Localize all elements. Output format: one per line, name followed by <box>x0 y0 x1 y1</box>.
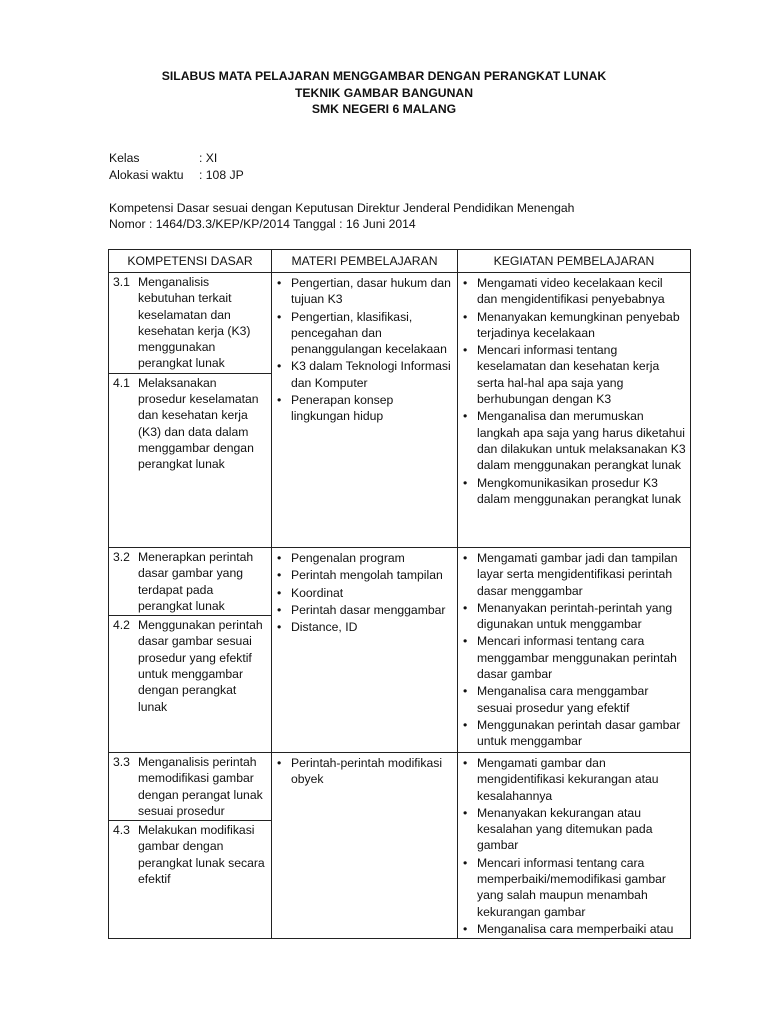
kegiatan-item-text: Mengamati gambar jadi dan tampilan layar serta mengidentifikasi perintah dasar menggambar <box>477 551 678 598</box>
kegiatan-item <box>462 600 686 633</box>
kompetensi-text: Melaksanakan prosedur keselamatan dan kesehatan kerja (K3) dan data dalam menggambar dengan perangkat lunak <box>138 375 259 472</box>
bullet-icon: • <box>277 602 282 617</box>
materi-item-text: Pengenalan program <box>291 551 405 565</box>
intro-block <box>109 200 669 233</box>
materi-item-text: Pengertian, klasifikasi, pencegahan dan penanggulangan kecelakaan <box>291 309 447 357</box>
materi-item <box>276 567 453 583</box>
kelas-row <box>109 150 669 167</box>
bullet-icon: • <box>277 393 282 408</box>
kegiatan-item <box>462 683 686 716</box>
kompetensi-dasar-cell <box>109 548 272 753</box>
kegiatan-item-text: Menanyakan kemungkinan penyebab terjadinya kecelakaan <box>477 309 680 340</box>
header-kompetensi-dasar: KOMPETENSI DASAR <box>109 250 272 273</box>
alokasi-value: : 108 JP <box>199 168 244 182</box>
kegiatan-item <box>462 550 686 599</box>
materi-item <box>276 309 453 358</box>
kegiatan-cell <box>458 753 691 939</box>
materi-item-text: K3 dalam Teknologi Informasi dan Komputer <box>291 359 451 390</box>
kegiatan-item <box>462 408 686 473</box>
kegiatan-item <box>462 755 686 804</box>
kompetensi-dasar-cell <box>109 753 272 939</box>
kelas-value: : XI <box>199 151 218 165</box>
materi-item <box>276 392 453 425</box>
bullet-icon: • <box>463 409 468 424</box>
materi-item-text: Penerapan konsep lingkungan hidup <box>291 393 394 424</box>
bullet-icon: • <box>463 309 468 324</box>
kegiatan-item-text: Mencari informasi tentang cara menggambar menggunakan perintah dasar gambar <box>477 634 677 682</box>
kegiatan-item-text: Mencari informasi tentang keselamatan dan kesehatan kerja serta hal-hal apa saja yang berhubungan dengan K3 <box>477 343 660 407</box>
materi-item-text: Koordinat <box>291 585 344 600</box>
kompetensi-number: 3.3 <box>113 755 130 769</box>
kompetensi-dasar-cell <box>109 273 272 548</box>
title-line-1: SILABUS MATA PELAJARAN MENGGAMBAR DENGAN PERANGKAT LUNAK <box>161 69 607 83</box>
kegiatan-item-text: Menanyakan perintah-perintah yang digunakan untuk menggambar <box>477 600 673 632</box>
document-header <box>0 68 768 118</box>
materi-item <box>276 275 453 308</box>
kegiatan-cell-list <box>458 273 690 507</box>
table-header-row <box>109 250 691 273</box>
bullet-icon: • <box>463 855 468 870</box>
kompetensi-number: 4.2 <box>113 618 130 633</box>
kompetensi-item <box>109 820 271 888</box>
kegiatan-item-text: Menganalisa cara memperbaiki atau <box>477 921 674 936</box>
materi-item <box>276 755 453 788</box>
kegiatan-cell <box>458 548 691 753</box>
materi-item-text: Perintah-perintah modifikasi obyek <box>291 756 443 787</box>
materi-item <box>276 619 453 635</box>
bullet-icon: • <box>463 276 468 290</box>
materi-item-text: Distance, ID <box>291 620 358 635</box>
title-line-3: SMK NEGERI 6 MALANG <box>311 102 457 116</box>
kegiatan-item <box>462 309 686 342</box>
table-row <box>109 753 691 939</box>
header-materi-pembelajaran: MATERI PEMBELAJARAN <box>272 250 458 273</box>
kegiatan-cell-list <box>458 548 690 750</box>
bullet-icon: • <box>463 805 468 820</box>
materi-cell <box>272 753 458 939</box>
kompetensi-text: Menganalisis perintah memodifikasi gambar dengan perangat lunak sesuai prosedur <box>138 755 263 818</box>
kompetensi-number: 4.3 <box>113 823 130 838</box>
alokasi-label: Alokasi waktu <box>109 168 184 182</box>
kegiatan-item-text: Mencari informasi tentang cara memperbaiki/memodifikasi gambar yang salah maupun menambah kekurangan gambar <box>477 855 666 919</box>
kegiatan-item-text: Menganalisa cara menggambar sesuai prosedur yang efektif <box>477 684 649 715</box>
alokasi-row <box>109 167 669 184</box>
kompetensi-item <box>109 373 271 474</box>
kompetensi-number: 3.1 <box>113 275 130 289</box>
kegiatan-item <box>462 855 686 920</box>
materi-item-text: Perintah mengolah tampilan <box>291 568 443 583</box>
kegiatan-item <box>462 717 686 750</box>
kegiatan-item <box>462 475 686 508</box>
kompetensi-number: 4.1 <box>113 375 130 390</box>
materi-item <box>276 358 453 391</box>
kompetensi-item <box>109 273 271 373</box>
bullet-icon: • <box>463 343 468 358</box>
bullet-icon: • <box>277 585 282 600</box>
materi-item <box>276 602 453 618</box>
materi-item <box>276 550 453 566</box>
materi-item <box>276 585 453 601</box>
materi-cell-list <box>272 548 457 635</box>
bullet-icon: • <box>463 600 468 615</box>
kompetensi-item <box>109 548 271 615</box>
bullet-icon: • <box>277 276 282 290</box>
materi-cell <box>272 548 458 753</box>
header-kegiatan-pembelajaran: KEGIATAN PEMBELAJARAN <box>458 250 691 273</box>
intro-line-2: Nomor : 1464/D3.3/KEP/KP/2014 Tanggal : 16 Juni 2014 <box>109 217 416 232</box>
kegiatan-item <box>462 633 686 682</box>
bullet-icon: • <box>463 756 468 770</box>
kompetensi-item <box>109 753 271 820</box>
bullet-icon: • <box>277 568 282 583</box>
bullet-icon: • <box>463 717 468 732</box>
bullet-icon: • <box>277 620 282 635</box>
kegiatan-item <box>462 275 686 308</box>
kegiatan-item <box>462 921 686 937</box>
materi-item-text: Pengertian, dasar hukum dan tujuan K3 <box>291 276 451 307</box>
kompetensi-item <box>109 615 271 716</box>
bullet-icon: • <box>463 634 468 649</box>
kegiatan-cell-list <box>458 753 690 937</box>
materi-cell <box>272 273 458 548</box>
bullet-icon: • <box>463 684 468 699</box>
materi-item-text: Perintah dasar menggambar <box>291 602 446 617</box>
kelas-label: Kelas <box>109 151 140 165</box>
table-row <box>109 548 691 753</box>
kegiatan-item <box>462 342 686 407</box>
bullet-icon: • <box>277 756 282 770</box>
kompetensi-text: Menerapkan perintah dasar gambar yang terdapat pada perangkat lunak <box>138 550 254 613</box>
bullet-icon: • <box>277 309 282 324</box>
intro-line-1: Kompetensi Dasar sesuai dengan Keputusan Direktur Jenderal Pendidikan Menengah <box>109 201 575 215</box>
kompetensi-text: Menganalisis kebutuhan terkait keselamatan dan kesehatan kerja (K3) menggunakan perangkat lunak <box>138 275 251 371</box>
bullet-icon: • <box>277 551 282 565</box>
kegiatan-item-text: Mengkomunikasikan prosedur K3 dalam menggunakan perangkat lunak <box>477 475 681 506</box>
bullet-icon: • <box>463 475 468 490</box>
kegiatan-item-text: Menganalisa dan merumuskan langkah apa saja yang harus diketahui dan dilakukan untuk melaksanakan K3 dalam menggunakan perangkat lunak <box>477 409 686 473</box>
kompetensi-number: 3.2 <box>113 550 130 564</box>
kegiatan-item-text: Menanyakan kekurangan atau kesalahan yang ditemukan pada gambar <box>477 805 653 853</box>
syllabus-table <box>108 249 691 939</box>
table-row <box>109 273 691 548</box>
kegiatan-item <box>462 805 686 854</box>
kegiatan-item-text: Mengamati video kecelakaan kecil dan mengidentifikasi penyebabnya <box>477 276 665 307</box>
meta-block <box>109 150 669 184</box>
bullet-icon: • <box>277 359 282 374</box>
materi-cell-list <box>272 753 457 788</box>
bullet-icon: • <box>463 551 468 565</box>
kompetensi-text: Melakukan modifikasi gambar dengan perangkat lunak secara efektif <box>138 823 265 887</box>
materi-cell-list <box>272 273 457 425</box>
kompetensi-text: Menggunakan perintah dasar gambar sesuai prosedur yang efektif untuk menggambar dengan perangkat lunak <box>138 618 263 714</box>
bullet-icon: • <box>463 921 468 936</box>
kegiatan-item-text: Mengamati gambar dan mengidentifikasi kekurangan atau kesalahannya <box>477 756 659 803</box>
kegiatan-cell <box>458 273 691 548</box>
kegiatan-item-text: Menggunakan perintah dasar gambar untuk menggambar <box>477 717 681 749</box>
title-line-2: TEKNIK GAMBAR BANGUNAN <box>294 85 474 100</box>
